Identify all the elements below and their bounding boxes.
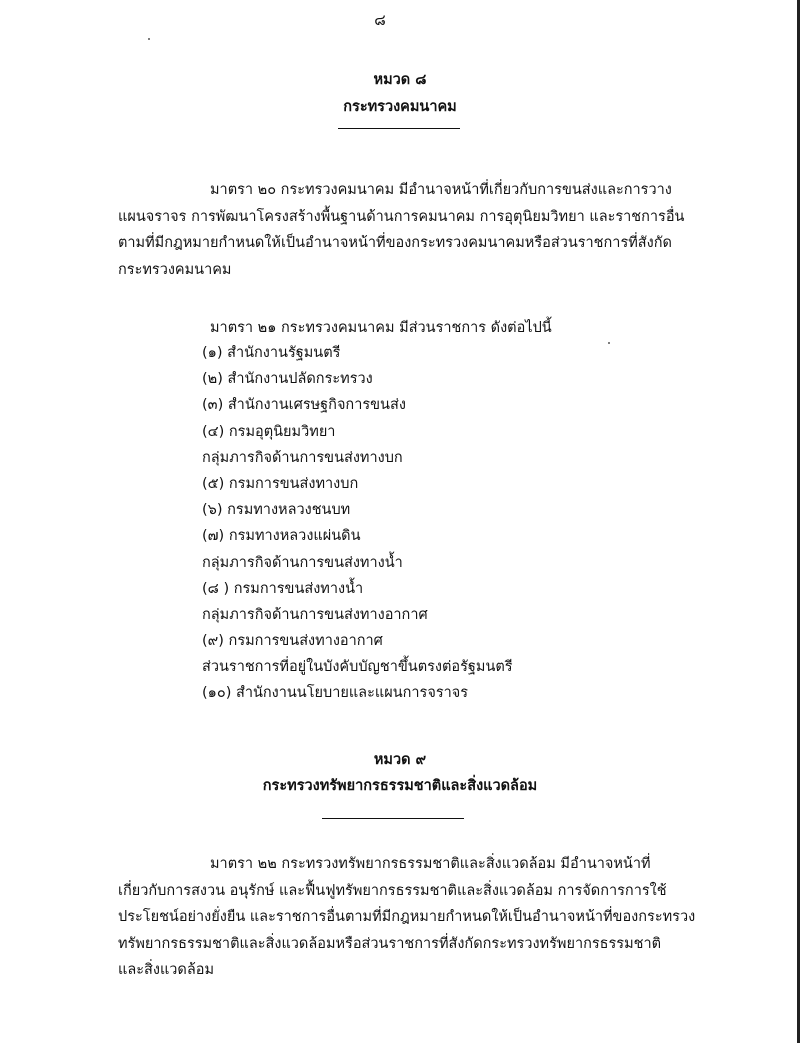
page-number: ๘ <box>374 11 386 29</box>
scan-speck <box>148 38 150 40</box>
chapter-9-underline <box>322 818 464 819</box>
chapter-8-title: กระทรวงคมนาคม <box>343 99 457 115</box>
list-item: (๙) กรมการขนส่งทางอากาศ <box>202 633 383 650</box>
section-20-line: มาตรา ๒๐ กระทรวงคมนาคม มีอำนาจหน้าที่เกี่ยวกับการขนส่งและการวาง <box>210 182 672 198</box>
list-item: กลุ่มภารกิจด้านการขนส่งทางบก <box>202 449 403 466</box>
list-item: (๔) กรมอุตุนิยมวิทยา <box>202 423 336 440</box>
section-20-line: กระทรวงคมนาคม <box>118 261 232 278</box>
list-item: (๑) สำนักงานรัฐมนตรี <box>202 345 341 361</box>
list-item: (๘ ) กรมการขนส่งทางน้ำ <box>202 580 364 597</box>
list-item: ส่วนราชการที่อยู่ในบังคับบัญชาขึ้นตรงต่อรัฐมนตรี <box>202 659 513 676</box>
section-22-line: ทรัพยากรธรรมชาติและสิ่งแวดล้อมหรือส่วนราชการที่สังกัดกระทรวงทรัพยากรธรรมชาติ <box>118 935 662 952</box>
section-21-list <box>202 340 513 707</box>
section-22-line: เกี่ยวกับการสงวน อนุรักษ์ และฟื้นฟูทรัพยากรธรรมชาติและสิ่งแวดล้อม การจัดการการใช้ <box>118 882 667 899</box>
chapter-8-underline <box>338 128 460 129</box>
list-item: (๗) กรมทางหลวงแผ่นดิน <box>202 528 361 545</box>
chapter-8-heading: หมวด ๘ <box>373 72 427 88</box>
section-20-line: ตามที่มีกฎหมายกำหนดให้เป็นอำนาจหน้าที่ของกระทรวงคมนาคมหรือส่วนราชการที่สังกัด <box>118 235 672 251</box>
section-22-line: มาตรา ๒๒ กระทรวงทรัพยากรธรรมชาติและสิ่งแวดล้อม มีอำนาจหน้าที่ <box>210 856 651 872</box>
list-item: กลุ่มภารกิจด้านการขนส่งทางอากาศ <box>202 606 428 623</box>
chapter-9-title: กระทรวงทรัพยากรธรรมชาติและสิ่งแวดล้อม <box>262 778 538 794</box>
list-item: (๒) สำนักงานปลัดกระทรวง <box>202 371 373 388</box>
section-22-paragraph <box>118 851 696 984</box>
list-item: (๑๐) สำนักงานนโยบายและแผนการจราจร <box>202 685 469 702</box>
list-item: กลุ่มภารกิจด้านการขนส่งทางน้ำ <box>202 554 403 571</box>
section-22-line: และสิ่งแวดล้อม <box>118 962 215 978</box>
scan-speck <box>608 342 610 344</box>
list-item: (๕) กรมการขนส่งทางบก <box>202 475 359 492</box>
section-22-line: ประโยชน์อย่างยั่งยืน และราชการอื่นตามที่มีกฎหมายกำหนดให้เป็นอำนาจหน้าที่ของกระทรวง <box>118 909 696 925</box>
list-item: (๖) กรมทางหลวงชนบท <box>202 502 351 519</box>
chapter-9-heading: หมวด ๙ <box>373 752 427 768</box>
list-item: (๓) สำนักงานเศรษฐกิจการขนส่ง <box>202 397 406 414</box>
section-20-paragraph <box>118 177 685 283</box>
section-20-line: แผนจราจร การพัฒนาโครงสร้างพื้นฐานด้านการคมนาคม การอุตุนิยมวิทยา และราชการอื่น <box>118 208 685 225</box>
section-21-intro: มาตรา ๒๑ กระทรวงคมนาคม มีส่วนราชการ ดังต่อไปนี้ <box>210 320 552 336</box>
